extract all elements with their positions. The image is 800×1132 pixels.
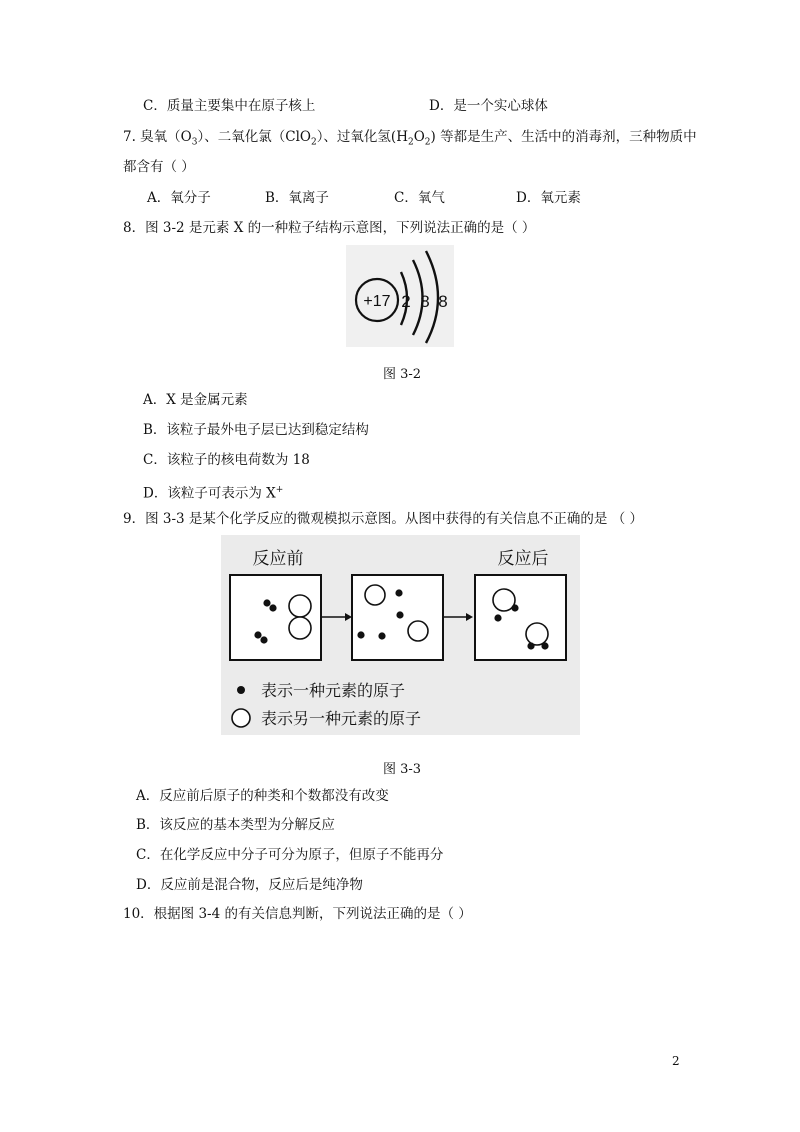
q7-stem-line1: 7. 臭氧$(O_3)$、二氧化氯（ClO$_2$）、过氧化氢$(H_2O_2)$ 等都是生产、生活中的消毒剂，三种物质中 — [123, 129, 697, 148]
q8-option-b: B．该粒子最外电子层已达到稳定结构 — [143, 422, 369, 438]
figure-3-2-caption: 图 3-2 — [383, 367, 422, 382]
q6-option-d: D．是一个实心球体 — [429, 98, 548, 114]
q6-option-c: C．质量主要集中在原子核上 — [143, 98, 316, 114]
shell-electrons-3: 8 — [438, 292, 448, 311]
q7-stem-line2: 都含有（ ） — [123, 159, 195, 175]
q8-option-c: C．该粒子的核电荷数为 18 — [143, 452, 310, 468]
figure-3-3-caption: 图 3-3 — [383, 762, 422, 777]
shell-electrons-1: 2 — [401, 292, 411, 311]
q8-stem: 8．图 3-2 是元素 X 的一种粒子结构示意图，下列说法正确的是（ ） — [123, 220, 536, 236]
q9-option-d: D．反应前是混合物，反应后是纯净物 — [136, 877, 363, 893]
legend-dot-text: 表示一种元素的原子 — [261, 681, 406, 700]
atom-structure-diagram — [346, 245, 454, 347]
q7-option-a: A．氧分子 — [147, 190, 211, 206]
q9-option-a: A．反应前后原子的种类和个数都没有改变 — [136, 788, 389, 804]
legend-dot-icon — [237, 686, 245, 694]
q7-option-d: D．氧元素 — [516, 190, 581, 206]
reaction-model-diagram — [221, 535, 580, 735]
before-box — [230, 575, 321, 660]
nucleus-charge: +17 — [363, 293, 391, 310]
q9-option-c: C．在化学反应中分子可分为原子，但原子不能再分 — [136, 847, 444, 863]
q9-stem: 9．图 3-3 是某个化学反应的微观模拟示意图。从图中获得的有关信息不正确的是 （ ） — [123, 511, 643, 527]
q7-option-b: B．氧离子 — [265, 190, 329, 206]
legend-circle-icon — [232, 709, 250, 727]
q8-option-d: D．该粒子可表示为 X+ — [143, 485, 284, 502]
q10-stem: 10．根据图 3-4 的有关信息判断，下列说法正确的是（ ） — [123, 906, 472, 922]
q8-option-a: A．X 是金属元素 — [143, 392, 248, 408]
page-number: 2 — [672, 1054, 680, 1068]
legend-circle-text: 表示另一种元素的原子 — [261, 709, 422, 728]
before-label: 反应前 — [252, 549, 304, 569]
shell-electrons-2: 8 — [420, 292, 430, 311]
after-label: 反应后 — [497, 549, 549, 569]
q9-option-b: B．该反应的基本类型为分解反应 — [136, 817, 335, 833]
q7-option-c: C．氧气 — [394, 190, 445, 206]
after-box — [475, 575, 566, 660]
